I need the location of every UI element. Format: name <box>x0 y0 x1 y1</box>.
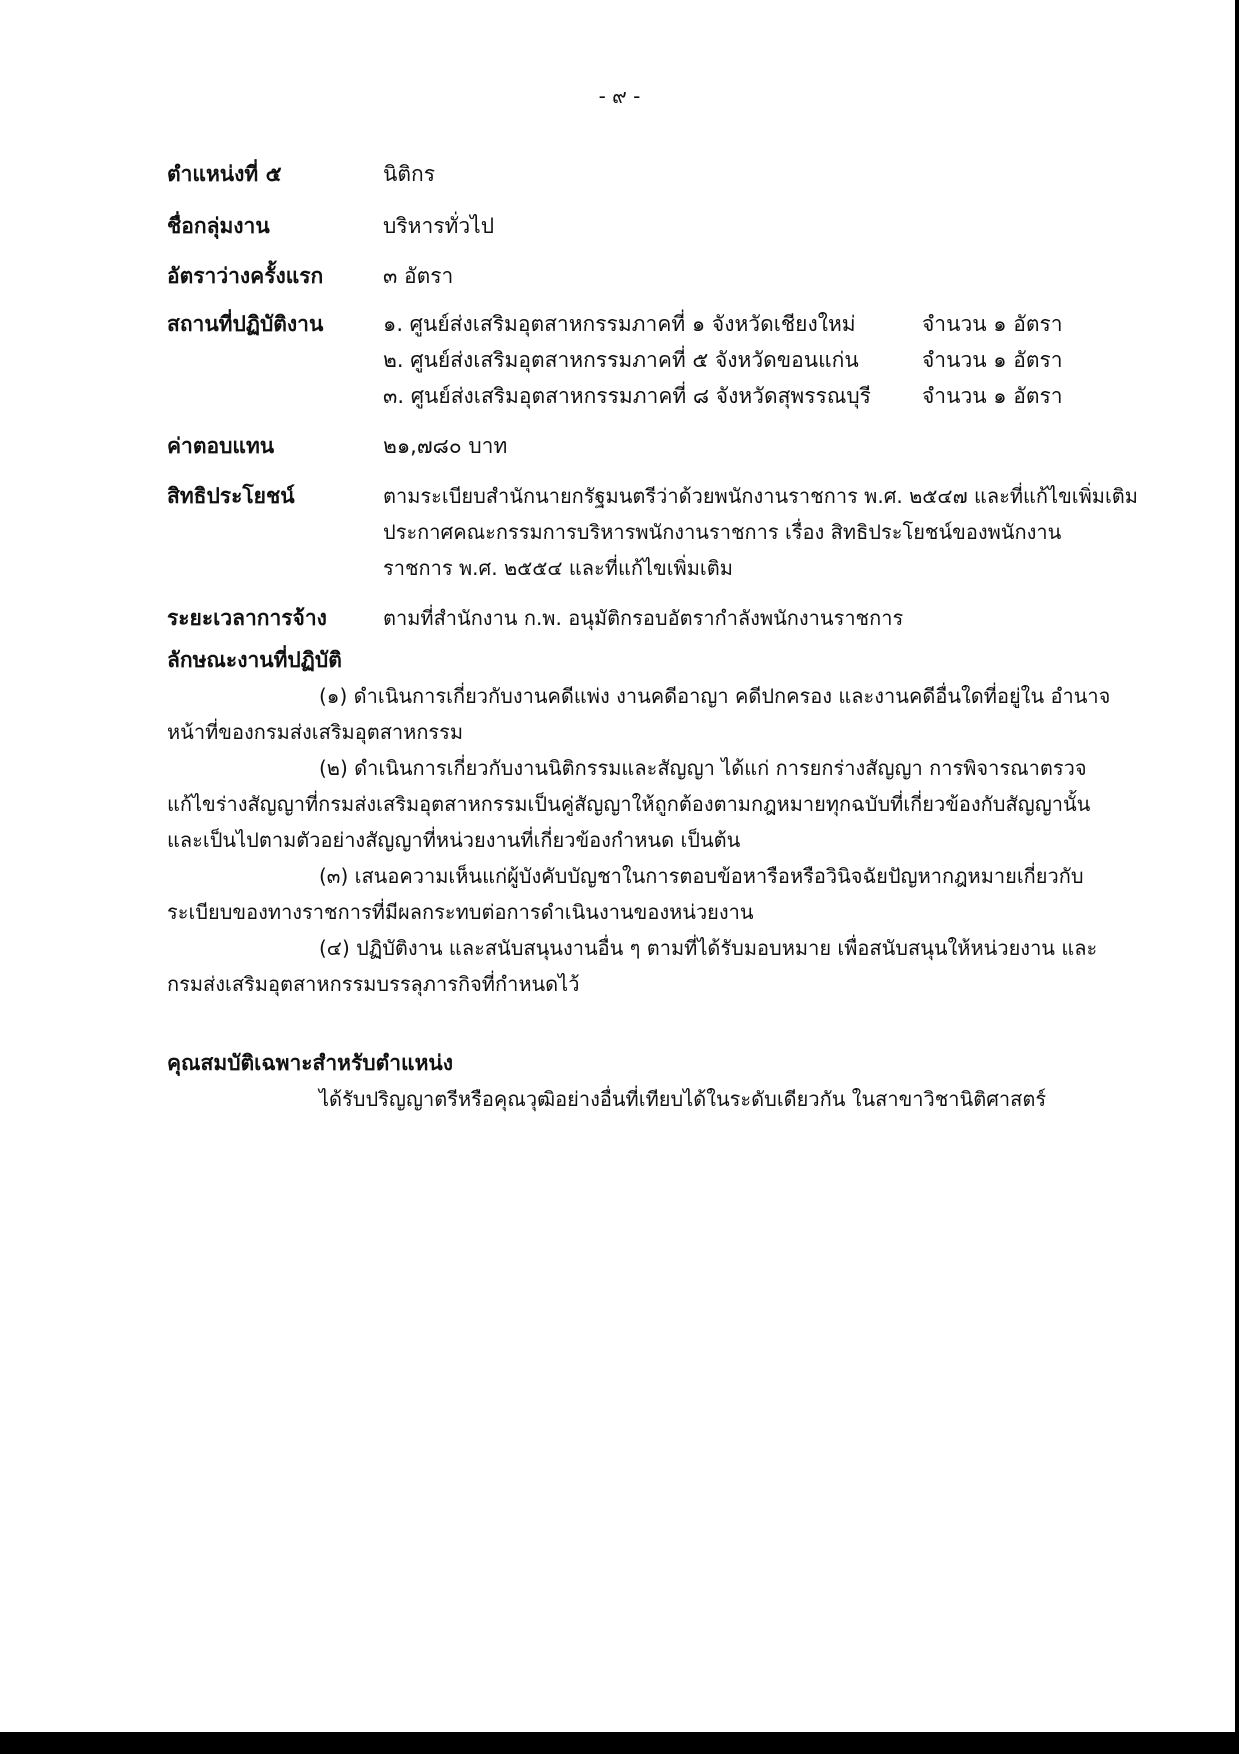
scan-right-edge <box>1235 0 1239 1754</box>
qualification-heading: คุณสมบัติเฉพาะสำหรับตำแหน่ง <box>167 1051 454 1075</box>
qualification-section <box>167 1045 1122 1117</box>
location-count: จำนวน ๑ อัตรา <box>922 384 1063 408</box>
position-label: ตำแหน่งที่ ๕ <box>167 162 282 186</box>
duties-section <box>167 642 1122 1002</box>
salary-value: ๒๑,๗๘๐ บาท <box>383 434 508 458</box>
benefits-label: สิทธิประโยชน์ <box>167 484 295 508</box>
location-count: จำนวน ๑ อัตรา <box>922 312 1063 336</box>
duties-heading: ลักษณะงานที่ปฏิบัติ <box>167 648 342 672</box>
duration-value: ตามที่สำนักงาน ก.พ. อนุมัติกรอบอัตรากำลังพนักงานราชการ <box>383 606 904 630</box>
benefits-line: ตามระเบียบสำนักนายกรัฐมนตรีว่าด้วยพนักงานราชการ พ.ศ. ๒๕๔๗ และที่แก้ไขเพิ่มเติม <box>383 484 1138 508</box>
qualification-text: ได้รับปริญญาตรีหรือคุณวุฒิอย่างอื่นที่เทียบได้ในระดับเดียวกัน ในสาขาวิชานิติศาสตร์ <box>319 1087 1047 1111</box>
location-label: สถานที่ปฏิบัติงาน <box>167 312 324 336</box>
scan-bottom-edge <box>0 1732 1239 1754</box>
vacancy-value: ๓ อัตรา <box>383 264 454 288</box>
benefits-line: ประกาศคณะกรรมการบริหารพนักงานราชการ เรื่อง สิทธิประโยชน์ของพนักงาน <box>383 520 1062 544</box>
position-value: นิติกร <box>383 162 435 186</box>
salary-label: ค่าตอบแทน <box>167 434 275 458</box>
location-item: ๑. ศูนย์ส่งเสริมอุตสาหกรรมภาคที่ ๑ จังหวัดเชียงใหม่ <box>383 312 856 336</box>
location-count: จำนวน ๑ อัตรา <box>922 348 1063 372</box>
duty-item: (๑) ดำเนินการเกี่ยวกับงานคดีแพ่ง งานคดีอาญา คดีปกครอง และงานคดีอื่นใดที่อยู่ใน อำนาจหน้าที่ของกรมส่งเสริมอุตสาหกรรม <box>167 684 1111 744</box>
duty-item: (๔) ปฏิบัติงาน และสนับสนุนงานอื่น ๆ ตามที่ได้รับมอบหมาย เพื่อสนับสนุนให้หน่วยงาน และกรมส่งเสริมอุตสาหกรรมบรรลุภารกิจที่กำหนดไว้ <box>167 936 1098 996</box>
location-item: ๒. ศูนย์ส่งเสริมอุตสาหกรรมภาคที่ ๕ จังหวัดขอนแก่น <box>383 348 859 372</box>
duration-label: ระยะเวลาการจ้าง <box>167 606 327 630</box>
location-item: ๓. ศูนย์ส่งเสริมอุตสาหกรรมภาคที่ ๘ จังหวัดสุพรรณบุรี <box>383 384 871 408</box>
group-value: บริหารทั่วไป <box>383 214 495 238</box>
vacancy-label: อัตราว่างครั้งแรก <box>167 264 324 288</box>
benefits-line: ราชการ พ.ศ. ๒๕๕๔ และที่แก้ไขเพิ่มเติม <box>383 556 733 580</box>
duty-item: (๓) เสนอความเห็นแก่ผู้บังคับบัญชาในการตอบข้อหารือหรือวินิจฉัยปัญหากฎหมายเกี่ยวกับ ระเบียบของทางราชการที่มีผลกระทบต่อการดำเนินงานของหน่วยงาน <box>167 864 1084 924</box>
group-label: ชื่อกลุ่มงาน <box>167 214 270 238</box>
duty-item: (๒) ดำเนินการเกี่ยวกับงานนิติกรรมและสัญญา ได้แก่ การยกร่างสัญญา การพิจารณาตรวจ แก้ไขร่างสัญญาที่กรมส่งเสริมอุตสาหกรรมเป็นคู่สัญญาให้ถูกต้องตามกฎหมายทุกฉบับที่เกี่ยวข้องกับสัญญานั้น และเป็นไปตามตัวอย่างสัญญาที่หน่วยงานที่เกี่ยวข้องกำหนด เป็นต้น <box>167 756 1091 852</box>
page-number: - ๙ - <box>598 84 641 108</box>
